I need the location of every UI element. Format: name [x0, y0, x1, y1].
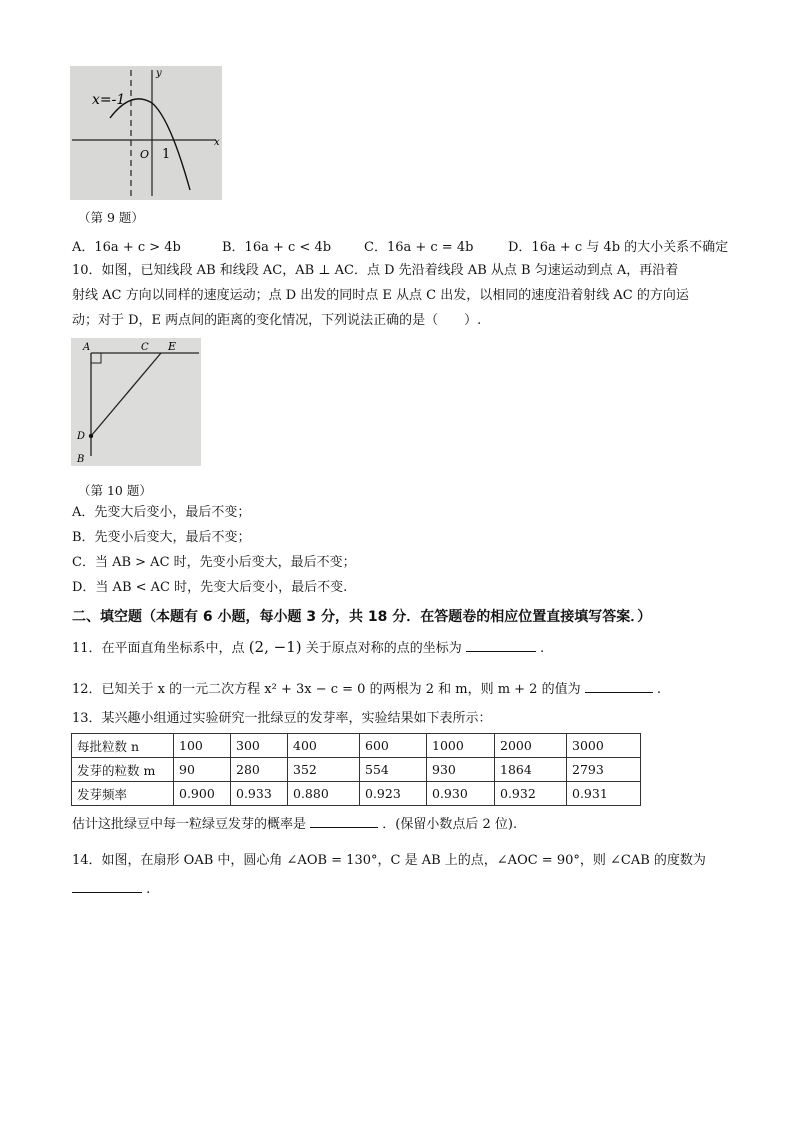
- q13-intro: 13．某兴趣小组通过实验研究一批绿豆的发芽率，实验结果如下表所示：: [72, 711, 492, 726]
- right-angle-mark: [91, 353, 101, 363]
- parabola-graph: [70, 66, 222, 200]
- segment-de: [91, 353, 161, 436]
- q10-option-d: D．当 AB < AC 时，先变大后变小，最后不变.: [72, 580, 348, 595]
- label-a: A: [83, 342, 91, 353]
- table-cell: 2000: [495, 734, 567, 758]
- q13-answer-blank[interactable]: [310, 815, 378, 828]
- table-cell: 1864: [495, 758, 567, 782]
- table-cell: 发芽的粒数 m: [72, 758, 174, 782]
- q13-text-pre: 估计这批绿豆中每一粒绿豆发芽的概率是: [72, 817, 307, 832]
- figure-9-caption: （第 9 题）: [78, 210, 144, 225]
- q11-period: .: [540, 641, 545, 656]
- figure-10-triangle: [71, 338, 201, 466]
- q10-line-1: 10．如图，已知线段 AB 和线段 AC，AB ⊥ AC．点 D 先沿着线段 AB 从点 B 匀速运动到点 A，再沿着: [72, 263, 679, 278]
- table-cell: 每批粒数 n: [72, 734, 174, 758]
- table-cell: 90: [174, 758, 231, 782]
- y-axis-label: y: [156, 68, 162, 79]
- table-cell: 930: [427, 758, 495, 782]
- table-cell: 0.900: [174, 782, 231, 806]
- q10-line-2: 射线 AC 方向以同样的速度运动；点 D 出发的同时点 E 从点 C 出发，以相同的速度沿着射线 AC 的方向运: [72, 288, 689, 303]
- q12-text: 12．已知关于 x 的一元二次方程 x² + 3x − c = 0 的两根为 2 和 m，则 m + 2 的值为: [72, 682, 581, 697]
- figure-9-parabola: [70, 66, 222, 200]
- table-cell: 3000: [567, 734, 641, 758]
- q13-text-post: ．(保留小数点后 2 位).: [382, 817, 518, 832]
- q11: [72, 638, 544, 658]
- q11-answer-blank[interactable]: [466, 639, 536, 652]
- q10-option-a: A．先变大后变小，最后不变；: [72, 505, 251, 520]
- q9-option-a: A．16a + c > 4b: [72, 240, 181, 255]
- triangle-graph: [71, 338, 201, 466]
- table-row: [72, 758, 641, 782]
- table-cell: 1000: [427, 734, 495, 758]
- label-d: D: [77, 431, 86, 442]
- parabola-curve: [110, 99, 190, 190]
- label-e: E: [168, 340, 177, 353]
- q12-answer-blank[interactable]: [585, 680, 653, 693]
- origin-label: O: [140, 148, 150, 161]
- q12: [72, 680, 661, 699]
- q11-text-pre: 11．在平面直角坐标系中，点: [72, 641, 245, 656]
- q13-table: [71, 733, 641, 806]
- table-cell: 发芽频率: [72, 782, 174, 806]
- table-cell: 0.923: [360, 782, 427, 806]
- q10-line-3: 动；对于 D，E 两点间的距离的变化情况，下列说法正确的是（ ）.: [72, 313, 482, 328]
- table-cell: 300: [231, 734, 288, 758]
- symmetry-label: x=-1: [92, 92, 126, 108]
- q9-option-c: C．16a + c = 4b: [364, 240, 474, 255]
- q14-line-2: [72, 880, 150, 899]
- table-cell: 0.933: [231, 782, 288, 806]
- table-cell: 0.930: [427, 782, 495, 806]
- table-cell: 400: [288, 734, 360, 758]
- table-cell: 2793: [567, 758, 641, 782]
- table-cell: 100: [174, 734, 231, 758]
- q9-option-d: D．16a + c 与 4b 的大小关系不确定: [508, 240, 729, 255]
- q13-question: [72, 815, 517, 834]
- table-row: [72, 782, 641, 806]
- figure-10-caption: （第 10 题）: [78, 483, 152, 498]
- section-2-heading: 二、填空题（本题有 6 小题，每小题 3 分，共 18 分．在答题卷的相应位置直接填写答案．）: [72, 609, 652, 625]
- table-row: [72, 734, 641, 758]
- q14-answer-blank[interactable]: [72, 880, 142, 893]
- q14-line-1: 14．如图，在扇形 OAB 中，圆心角 ∠AOB = 130°，C 是 AB 上的点，∠AOC = 90°，则 ∠CAB 的度数为: [72, 853, 706, 868]
- point-d: [89, 434, 93, 438]
- table-cell: 352: [288, 758, 360, 782]
- q12-period: .: [656, 682, 662, 697]
- tick-one-label: 1: [162, 147, 171, 162]
- q10-option-c: C．当 AB > AC 时，先变小后变大，最后不变；: [72, 555, 356, 570]
- q10-option-b: B．先变小后变大，最后不变；: [72, 530, 251, 545]
- q9-options: [72, 236, 729, 255]
- label-c: C: [141, 342, 149, 353]
- q9-option-b: B．16a + c < 4b: [222, 240, 332, 255]
- table-cell: 0.932: [495, 782, 567, 806]
- label-b: B: [77, 454, 85, 465]
- table-cell: 0.931: [567, 782, 641, 806]
- table-cell: 554: [360, 758, 427, 782]
- table-cell: 0.880: [288, 782, 360, 806]
- q11-point: (2, −1): [248, 638, 302, 656]
- x-axis-label: x: [214, 137, 220, 148]
- q11-text-post: 关于原点对称的点的坐标为: [305, 641, 462, 656]
- table-cell: 600: [360, 734, 427, 758]
- q14-period: .: [146, 882, 151, 897]
- table-cell: 280: [231, 758, 288, 782]
